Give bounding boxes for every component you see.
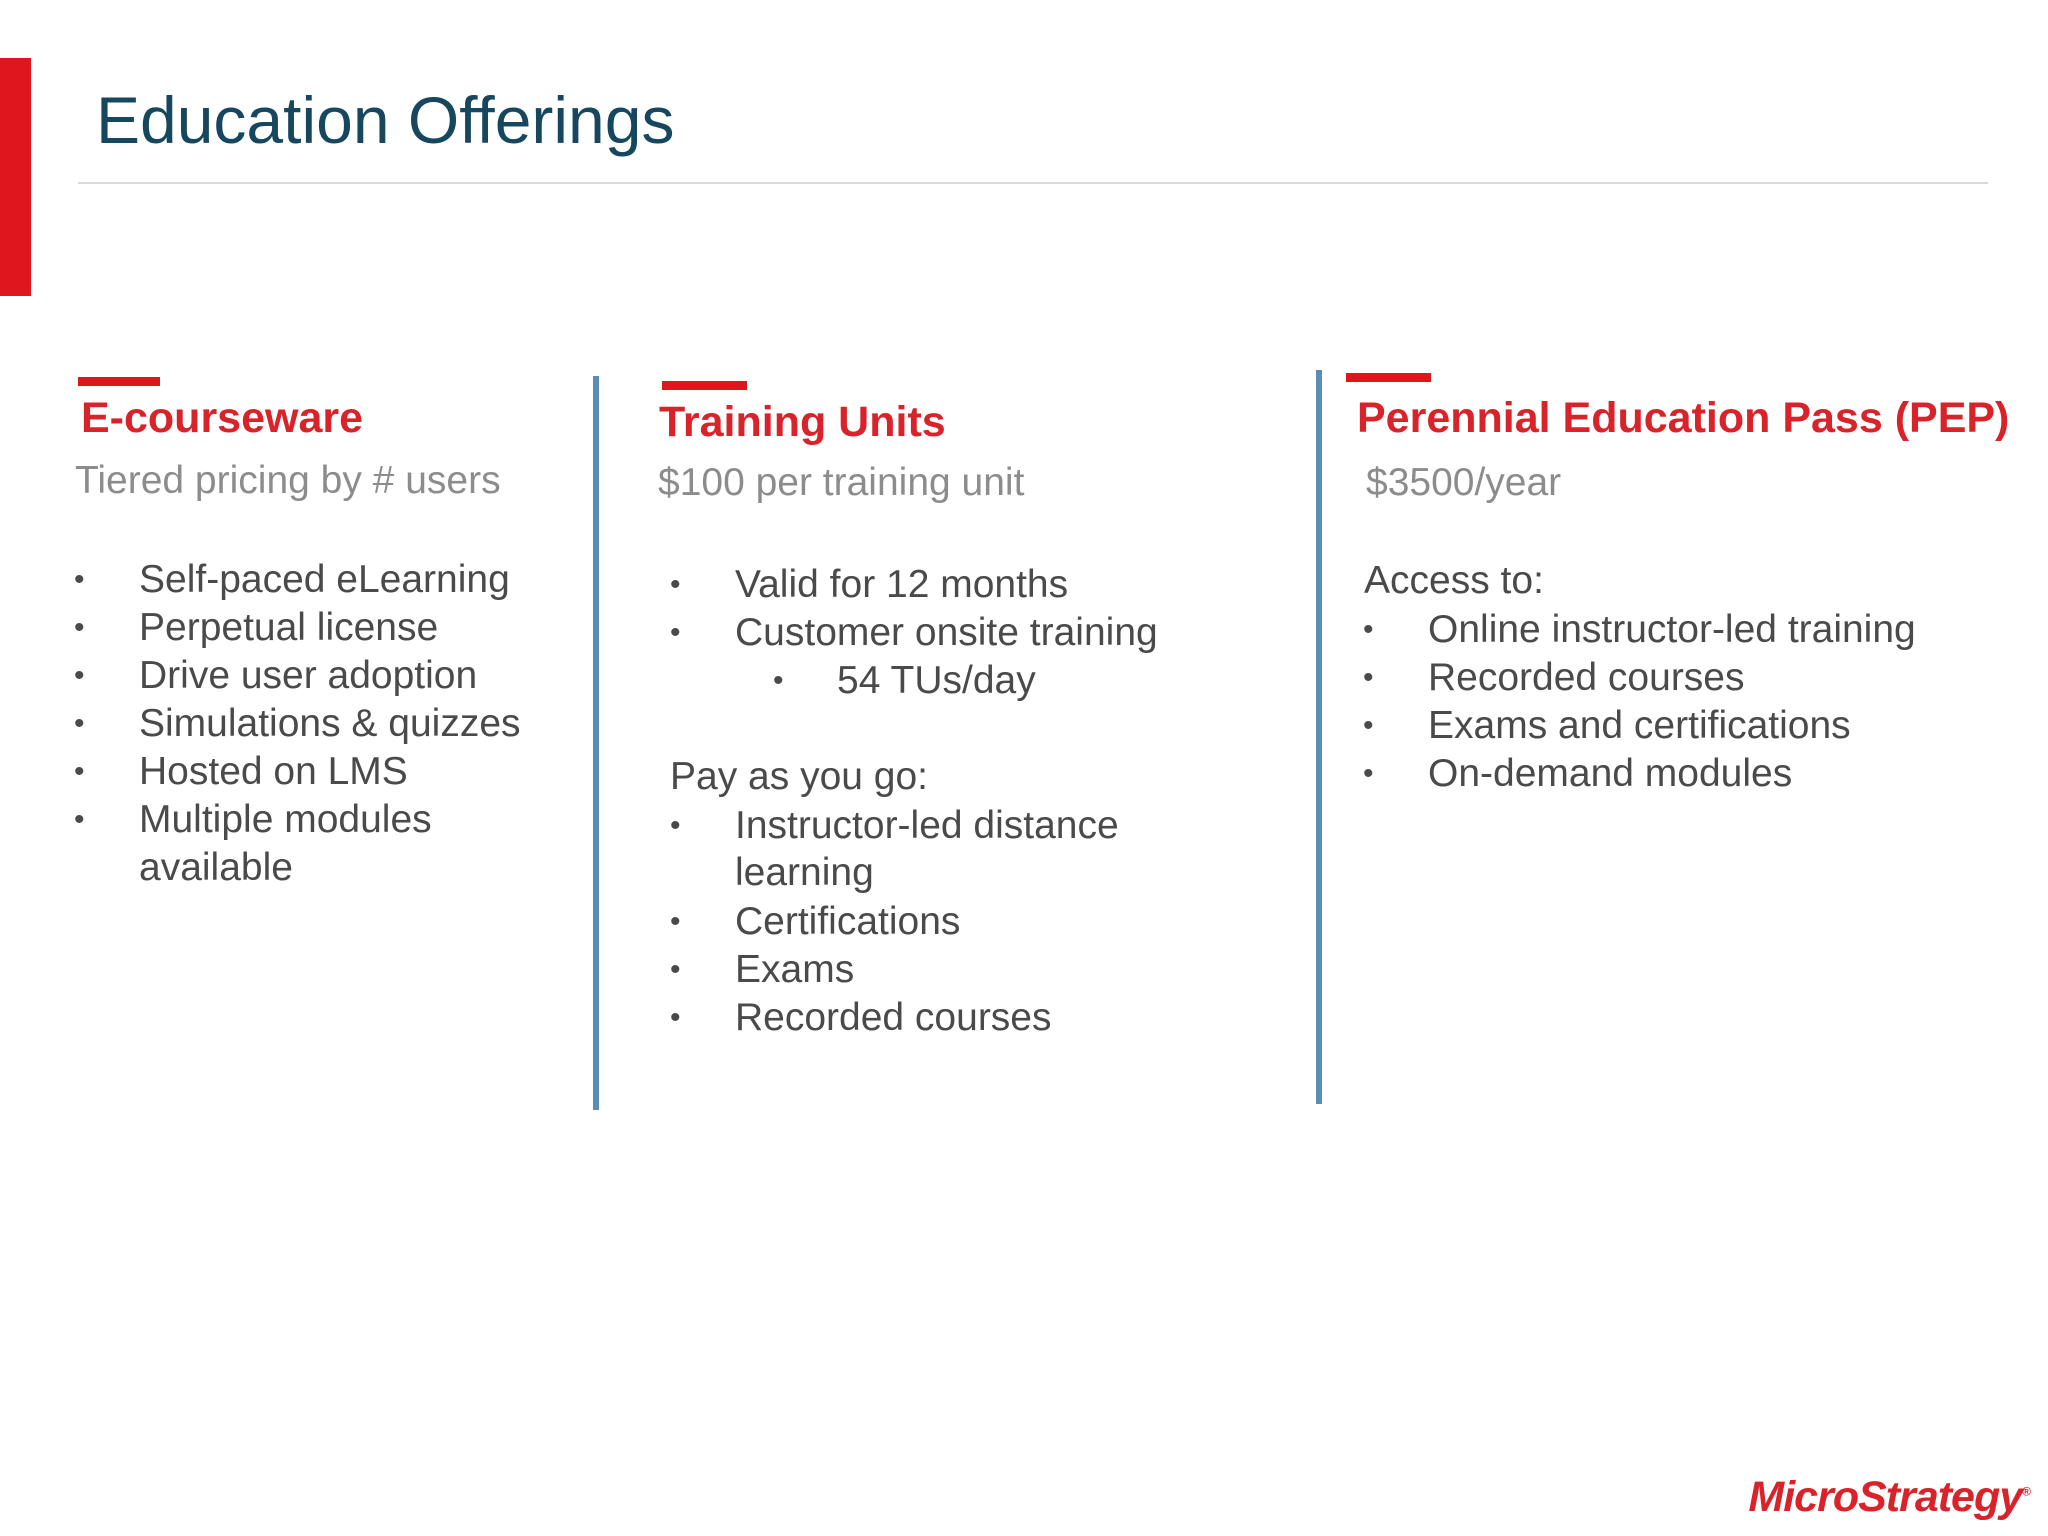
microstrategy-logo: [1748, 1473, 2030, 1522]
column-1-accent-dash: [78, 377, 160, 386]
list-item: • Valid for 12 months: [670, 561, 1158, 609]
list-item-continuation: learning: [735, 851, 874, 894]
column-divider-1: [593, 376, 599, 1110]
column-2-list-2: [670, 802, 1119, 850]
list-item: • Multiple modules: [74, 796, 521, 844]
list-item: • Self-paced eLearning: [74, 556, 521, 604]
list-item: • Exams and certifications: [1363, 702, 1916, 750]
logo-text: MicroStrategy: [1748, 1473, 2023, 1521]
list-item: • On-demand modules: [1363, 750, 1916, 798]
list-item: • Drive user adoption: [74, 652, 521, 700]
left-accent-bar: [0, 58, 31, 296]
list-item: • Online instructor-led training: [1363, 606, 1916, 654]
column-2-lead: Pay as you go:: [670, 755, 928, 798]
column-3-lead: Access to:: [1364, 559, 1544, 602]
list-item-continuation: available: [139, 846, 293, 889]
list-item: • Perpetual license: [74, 604, 521, 652]
column-3-subheading: $3500/year: [1366, 461, 1562, 504]
column-2-subheading: $100 per training unit: [658, 461, 1025, 504]
list-item: • Recorded courses: [670, 994, 1052, 1042]
list-item: • Customer onsite training: [670, 609, 1158, 657]
column-3-list: [1363, 606, 1916, 798]
list-item: • Hosted on LMS: [74, 748, 521, 796]
list-item: • Certifications: [670, 898, 1052, 946]
column-1-list: [74, 556, 521, 844]
column-3-heading: Perennial Education Pass (PEP): [1357, 394, 2010, 442]
column-2-accent-dash: [662, 381, 747, 390]
list-item: • Simulations & quizzes: [74, 700, 521, 748]
column-2-heading: Training Units: [659, 398, 946, 446]
list-subitem: • 54 TUs/day: [670, 657, 1158, 705]
list-item: • Instructor-led distance: [670, 802, 1119, 850]
slide-title: Education Offerings: [96, 83, 675, 157]
list-item: • Exams: [670, 946, 1052, 994]
list-item: • Recorded courses: [1363, 654, 1916, 702]
column-1-subheading: Tiered pricing by # users: [75, 459, 501, 502]
column-divider-2: [1316, 370, 1322, 1104]
column-3-accent-dash: [1346, 373, 1431, 382]
column-2-list-3: [670, 898, 1052, 1042]
column-2-list: [670, 561, 1158, 705]
column-1-heading: E-courseware: [81, 394, 364, 442]
registered-mark: ®: [2022, 1484, 2030, 1499]
title-divider: [78, 182, 1988, 184]
